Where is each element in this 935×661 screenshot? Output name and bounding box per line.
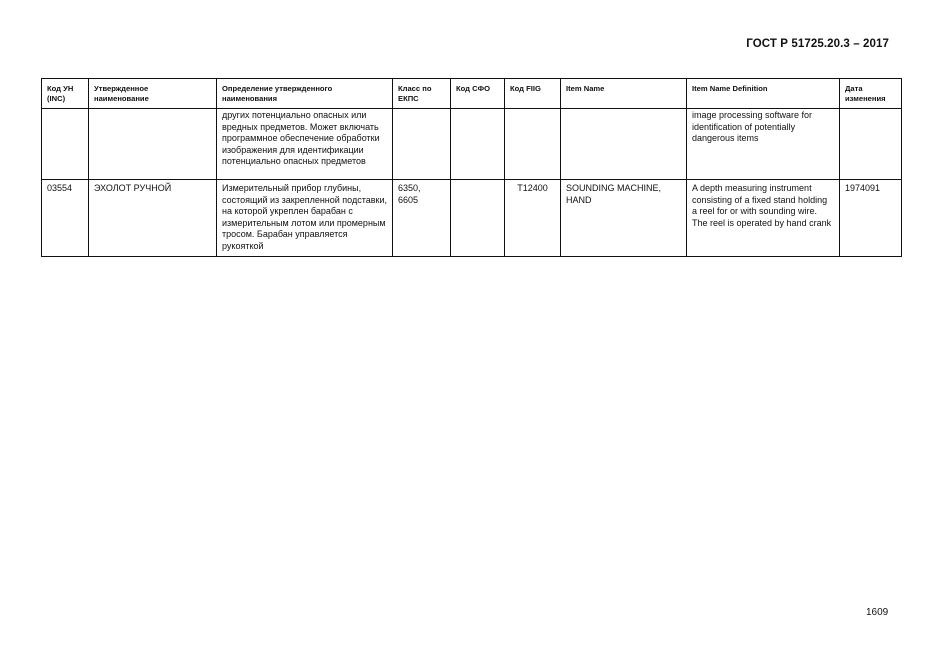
cell-definition: Измерительный прибор глубины, состоящий из закрепленной подставки, на которой укреплен барабан с измерительным лотом или промерным тросом. Барабан управляется рукояткой bbox=[217, 180, 393, 257]
cell-change-date bbox=[840, 109, 902, 180]
cell-item-name: SOUNDING MACHINE, HAND bbox=[561, 180, 687, 257]
cell-inc: 03554 bbox=[42, 180, 89, 257]
cell-item-name-definition: image processing software for identification of potentially dangerous items bbox=[687, 109, 840, 180]
cell-ekps-class: 6350, 6605 bbox=[393, 180, 451, 257]
table-row bbox=[42, 109, 902, 180]
cell-item-name-definition: A depth measuring instrument consisting of a fixed stand holding a reel for or with sounding wire. The reel is operated by hand crank bbox=[687, 180, 840, 257]
cell-fiig-code: T12400 bbox=[505, 180, 561, 257]
cell-fiig-code bbox=[505, 109, 561, 180]
col-header-change-date: Дата изменения bbox=[840, 79, 902, 109]
page-number: 1609 bbox=[866, 607, 889, 618]
cell-change-date: 1974091 bbox=[840, 180, 902, 257]
cell-sfo-code bbox=[451, 109, 505, 180]
col-header-sfo-code: Код СФО bbox=[451, 79, 505, 109]
cell-ekps-class bbox=[393, 109, 451, 180]
cell-sfo-code bbox=[451, 180, 505, 257]
table-row bbox=[42, 180, 902, 257]
cell-item-name bbox=[561, 109, 687, 180]
col-header-inc: Код УН (INC) bbox=[42, 79, 89, 109]
cell-approved-name: ЭХОЛОТ РУЧНОЙ bbox=[89, 180, 217, 257]
col-header-definition: Определение утвержденного наименования bbox=[217, 79, 393, 109]
col-header-item-name: Item Name bbox=[561, 79, 687, 109]
col-header-ekps-class: Класс по ЕКПС bbox=[393, 79, 451, 109]
document-standard-header: ГОСТ Р 51725.20.3 – 2017 bbox=[746, 38, 889, 50]
cell-definition: других потенциально опасных или вредных предметов. Может включать программное обеспечение обработки изображения для идентификации потенциально опасных предметов bbox=[217, 109, 393, 180]
table-header-row bbox=[42, 79, 902, 109]
col-header-fiig-code: Код FIIG bbox=[505, 79, 561, 109]
col-header-approved-name: Утвержденное наименование bbox=[89, 79, 217, 109]
col-header-item-name-definition: Item Name Definition bbox=[687, 79, 840, 109]
item-names-table bbox=[41, 78, 902, 257]
cell-inc bbox=[42, 109, 89, 180]
cell-approved-name bbox=[89, 109, 217, 180]
